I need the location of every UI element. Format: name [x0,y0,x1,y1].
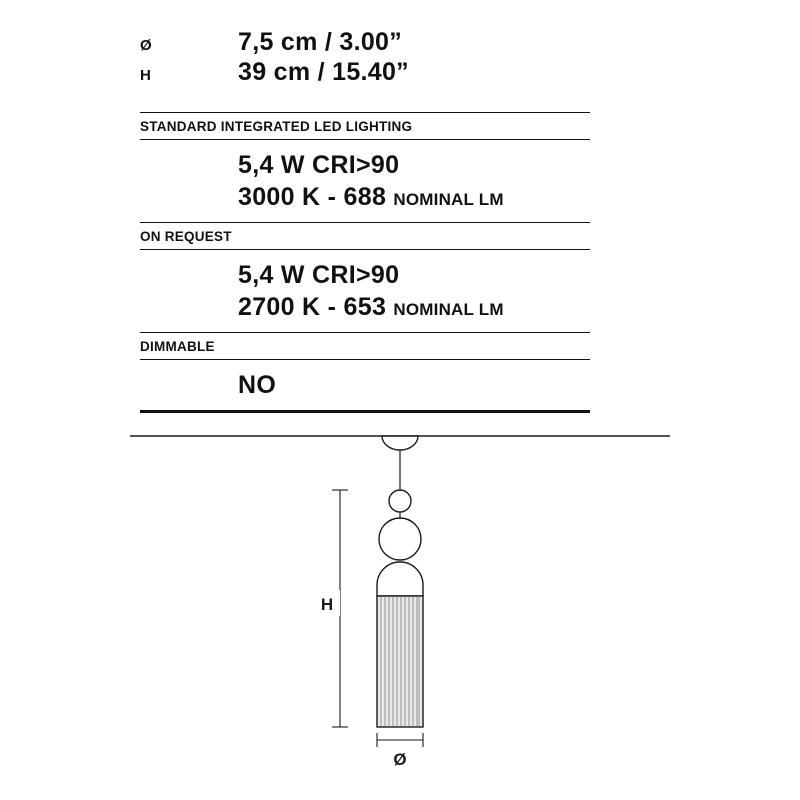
section-value-line [140,360,590,410]
diameter-label: Ø [393,750,407,769]
dimension-value-height: 39 cm / 15.40” [238,58,409,86]
dimension-key-diameter: Ø [140,37,152,54]
value-main: 5,4 W CRI>90 [238,151,400,179]
section-value-line [140,250,590,291]
section-value-line [140,181,590,222]
section-value-line [140,291,590,332]
shade-dome-top [377,562,423,596]
dimension-key-height: H [140,67,152,84]
dimension-value-diameter: 7,5 cm / 3.00” [238,28,403,56]
section-heading-on-request: ON REQUEST [140,229,232,244]
ceiling-rose [382,436,418,450]
small-sphere [389,490,411,512]
large-sphere [379,518,421,560]
section-value-line [140,140,590,181]
dimension-row-diameter [140,28,590,58]
value-main: NO [238,371,277,399]
section-heading-standard-led: STANDARD INTEGRATED LED LIGHTING [140,119,413,134]
value-small: NOMINAL LM [393,300,504,319]
value-main: 3000 K - 688 [238,183,394,211]
height-label: H [320,595,334,614]
section-heading-dimmable: DIMMABLE [140,339,215,354]
dimension-row-height [140,58,590,88]
specification-table [140,28,590,413]
technical-drawing [0,420,800,800]
ribbed-cylinder [377,596,423,727]
value-small: NOMINAL LM [393,190,504,209]
value-main: 5,4 W CRI>90 [238,261,400,289]
value-main: 2700 K - 653 [238,293,394,321]
divider-line-bold [140,410,590,413]
